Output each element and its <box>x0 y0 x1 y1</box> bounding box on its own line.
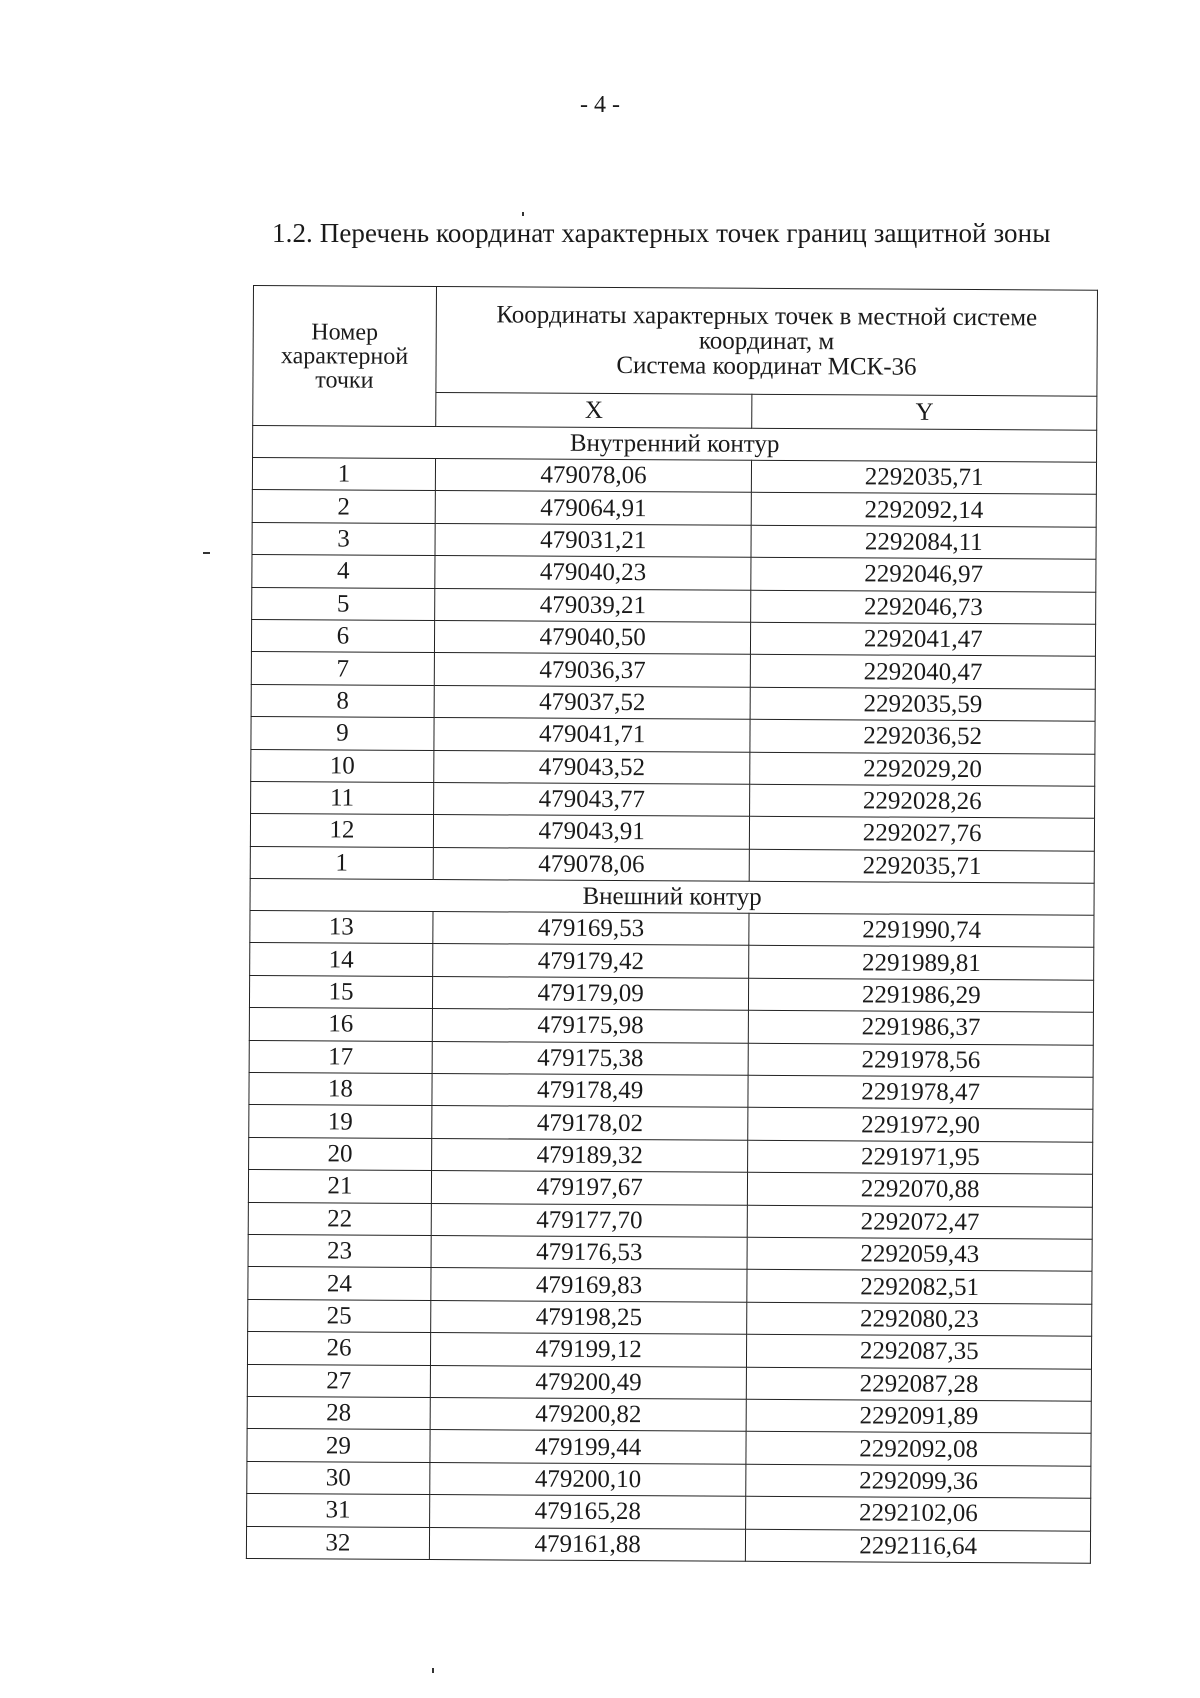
table-row <box>250 814 1094 851</box>
x-coordinate-cell: 479198,25 <box>431 1300 748 1334</box>
point-number-cell: 29 <box>247 1429 430 1462</box>
table-row <box>248 1299 1092 1336</box>
x-coordinate-cell: 479200,82 <box>430 1397 747 1431</box>
table-row <box>251 749 1095 786</box>
table-header-row <box>253 286 1098 396</box>
section-row <box>250 879 1094 916</box>
y-coordinate-cell: 2292059,43 <box>747 1237 1092 1271</box>
table-row <box>248 1267 1092 1304</box>
x-coordinate-cell: 479175,98 <box>432 1009 749 1043</box>
point-number-cell: 23 <box>248 1234 431 1267</box>
x-coordinate-cell: 479064,91 <box>435 491 752 525</box>
point-number-cell: 26 <box>247 1332 430 1365</box>
point-header-line: характерной <box>280 342 409 370</box>
table-row <box>249 1008 1093 1045</box>
table-body <box>246 426 1096 1564</box>
y-coordinate-cell: 2292087,28 <box>747 1367 1092 1401</box>
table-row <box>250 846 1094 883</box>
y-coordinate-cell: 2292041,47 <box>751 622 1096 656</box>
y-coordinate-cell: 2291978,56 <box>749 1043 1094 1077</box>
point-number-cell: 5 <box>252 587 435 620</box>
x-coordinate-cell: 479169,83 <box>431 1268 748 1302</box>
coordinates-header <box>436 287 1098 396</box>
table-row <box>251 684 1095 721</box>
y-coordinate-cell: 2292092,14 <box>752 493 1097 527</box>
x-coordinate-cell: 479169,53 <box>433 912 750 946</box>
x-coordinate-cell: 479178,02 <box>432 1106 749 1140</box>
coords-header-line: координат, м <box>698 327 835 356</box>
coords-header-line: Система координат МСК-36 <box>616 351 917 381</box>
x-coordinate-cell: 479179,42 <box>433 944 750 978</box>
point-number-cell: 31 <box>247 1494 430 1527</box>
x-coordinate-cell: 479199,12 <box>430 1333 747 1367</box>
point-number-cell: 12 <box>250 814 433 847</box>
coords-header-line: Координаты характерных точек в местной системе <box>496 301 1038 332</box>
y-coordinate-cell: 2292092,08 <box>746 1432 1091 1466</box>
point-number-cell: 17 <box>249 1040 432 1073</box>
section-row <box>253 426 1097 463</box>
table-row <box>247 1461 1091 1498</box>
point-number-cell: 10 <box>251 749 434 782</box>
table-row <box>250 911 1094 948</box>
point-number-cell: 8 <box>251 684 434 717</box>
y-coordinate-cell: 2292046,73 <box>751 590 1096 624</box>
point-number-cell: 9 <box>251 717 434 750</box>
y-coordinate-cell: 2292102,06 <box>746 1496 1091 1530</box>
table-row <box>249 1105 1093 1142</box>
point-number-cell: 1 <box>250 846 433 879</box>
point-number-cell: 21 <box>248 1170 431 1203</box>
section-heading: 1.2. Перечень координат характерных точек границ защитной зоны <box>272 218 1051 248</box>
y-coordinate-cell: 2292070,88 <box>748 1172 1093 1206</box>
y-coordinate-cell: 2292028,26 <box>750 784 1095 818</box>
x-coordinate-cell: 479177,70 <box>431 1203 748 1237</box>
x-coordinate-cell: 479040,50 <box>434 620 751 654</box>
point-number-cell: 20 <box>249 1137 432 1170</box>
table-row <box>249 1137 1093 1174</box>
point-number-cell: 28 <box>247 1396 430 1429</box>
table-row <box>247 1429 1091 1466</box>
y-coordinate-cell: 2291986,37 <box>749 1011 1094 1045</box>
x-coordinate-cell: 479161,88 <box>429 1527 746 1561</box>
x-coordinate-cell: 479036,37 <box>434 653 751 687</box>
point-number-cell: 16 <box>249 1008 432 1041</box>
x-coordinate-cell: 479165,28 <box>429 1495 746 1529</box>
table-row <box>251 619 1095 656</box>
table-row <box>251 717 1095 754</box>
table-row <box>252 490 1096 527</box>
point-number-cell: 27 <box>247 1364 430 1397</box>
table-row <box>250 943 1094 980</box>
x-coordinate-cell: 479200,49 <box>430 1365 747 1399</box>
y-coordinate-cell: 2292027,76 <box>750 817 1095 851</box>
y-coordinate-cell: 2292099,36 <box>746 1464 1091 1498</box>
point-number-cell: 22 <box>248 1202 431 1235</box>
table-row <box>252 587 1096 624</box>
table-row <box>247 1494 1091 1531</box>
point-number-cell: 30 <box>247 1461 430 1494</box>
x-coordinate-cell: 479078,06 <box>435 459 752 493</box>
y-coordinate-cell: 2292035,59 <box>751 687 1096 721</box>
y-coordinate-cell: 2292091,89 <box>747 1399 1092 1433</box>
y-coordinate-cell: 2291978,47 <box>748 1075 1093 1109</box>
x-coordinate-cell: 479043,52 <box>434 750 751 784</box>
x-coordinate-cell: 479078,06 <box>433 847 750 881</box>
y-coordinate-cell: 2292029,20 <box>750 752 1095 786</box>
point-number-cell: 7 <box>251 652 434 685</box>
point-number-cell: 2 <box>252 490 435 523</box>
x-coordinate-cell: 479179,09 <box>432 976 749 1010</box>
point-number-cell: 25 <box>248 1299 431 1332</box>
x-coordinate-cell: 479037,52 <box>434 685 751 719</box>
table-row <box>248 1170 1092 1207</box>
point-number-cell: 3 <box>252 522 435 555</box>
y-coordinate-cell: 2291972,90 <box>748 1108 1093 1142</box>
point-number-cell: 15 <box>249 975 432 1008</box>
table-row <box>251 652 1095 689</box>
x-coordinate-cell: 479189,32 <box>431 1138 748 1172</box>
x-coordinate-cell: 479200,10 <box>430 1462 747 1496</box>
table-row <box>248 1234 1092 1271</box>
page-number: - 4 - <box>580 92 620 118</box>
y-coordinate-cell: 2292046,97 <box>751 557 1096 591</box>
point-number-cell: 6 <box>251 619 434 652</box>
x-coordinate-cell: 479041,71 <box>434 718 751 752</box>
y-coordinate-cell: 2292087,35 <box>747 1334 1092 1368</box>
y-coordinate-cell: 2292082,51 <box>747 1270 1092 1304</box>
point-header-line: точки <box>315 366 374 394</box>
scan-speck <box>432 1668 434 1673</box>
table-row <box>247 1396 1091 1433</box>
y-coordinate-cell: 2292116,64 <box>746 1529 1091 1563</box>
y-coordinate-cell: 2292035,71 <box>752 460 1097 494</box>
table-row <box>251 781 1095 818</box>
y-coordinate-cell: 2291986,29 <box>749 978 1094 1012</box>
point-number-cell: 18 <box>249 1073 432 1106</box>
point-number-cell: 4 <box>252 555 435 588</box>
scan-speck <box>203 552 210 554</box>
table-row <box>252 458 1096 495</box>
x-coordinate-cell: 479199,44 <box>430 1430 747 1464</box>
y-coordinate-cell: 2292035,71 <box>750 849 1095 883</box>
x-coordinate-cell: 479176,53 <box>431 1235 748 1269</box>
y-coordinate-cell: 2291990,74 <box>749 913 1094 947</box>
section-title: Внешний контур <box>250 879 1094 916</box>
y-coordinate-cell: 2291971,95 <box>748 1140 1093 1174</box>
table-row <box>248 1202 1092 1239</box>
point-number-cell: 19 <box>249 1105 432 1138</box>
section-title: Внутренний контур <box>253 426 1097 463</box>
y-coordinate-cell: 2292084,11 <box>751 525 1096 559</box>
point-number-cell: 24 <box>248 1267 431 1300</box>
y-coordinate-cell: 2291989,81 <box>749 946 1094 980</box>
point-number-cell: 32 <box>246 1526 429 1559</box>
x-coordinate-cell: 479197,67 <box>431 1171 748 1205</box>
y-axis-header: Y <box>752 394 1097 430</box>
x-coordinate-cell: 479175,38 <box>432 1041 749 1075</box>
x-axis-header: X <box>436 392 753 428</box>
table-row <box>249 1073 1093 1110</box>
point-number-cell: 11 <box>251 781 434 814</box>
x-coordinate-cell: 479178,49 <box>432 1074 749 1108</box>
table-row <box>252 522 1096 559</box>
table-row <box>247 1364 1091 1401</box>
y-coordinate-cell: 2292040,47 <box>751 655 1096 689</box>
point-header-line: Номер <box>311 318 379 346</box>
table-row <box>249 975 1093 1012</box>
x-coordinate-cell: 479039,21 <box>435 588 752 622</box>
y-coordinate-cell: 2292080,23 <box>747 1302 1092 1336</box>
table-row <box>246 1526 1090 1563</box>
table-row <box>247 1332 1091 1369</box>
x-coordinate-cell: 479043,91 <box>433 815 750 849</box>
x-coordinate-cell: 479043,77 <box>433 782 750 816</box>
x-coordinate-cell: 479031,21 <box>435 523 752 557</box>
point-number-cell: 14 <box>250 943 433 976</box>
x-coordinate-cell: 479040,23 <box>435 556 752 590</box>
coordinates-table <box>246 285 1098 1564</box>
y-coordinate-cell: 2292072,47 <box>748 1205 1093 1239</box>
point-number-header <box>253 286 437 427</box>
y-coordinate-cell: 2292036,52 <box>750 719 1095 753</box>
table-row <box>252 555 1096 592</box>
point-number-cell: 13 <box>250 911 433 944</box>
point-number-cell: 1 <box>252 458 435 491</box>
scan-speck <box>522 212 524 216</box>
table-row <box>249 1040 1093 1077</box>
